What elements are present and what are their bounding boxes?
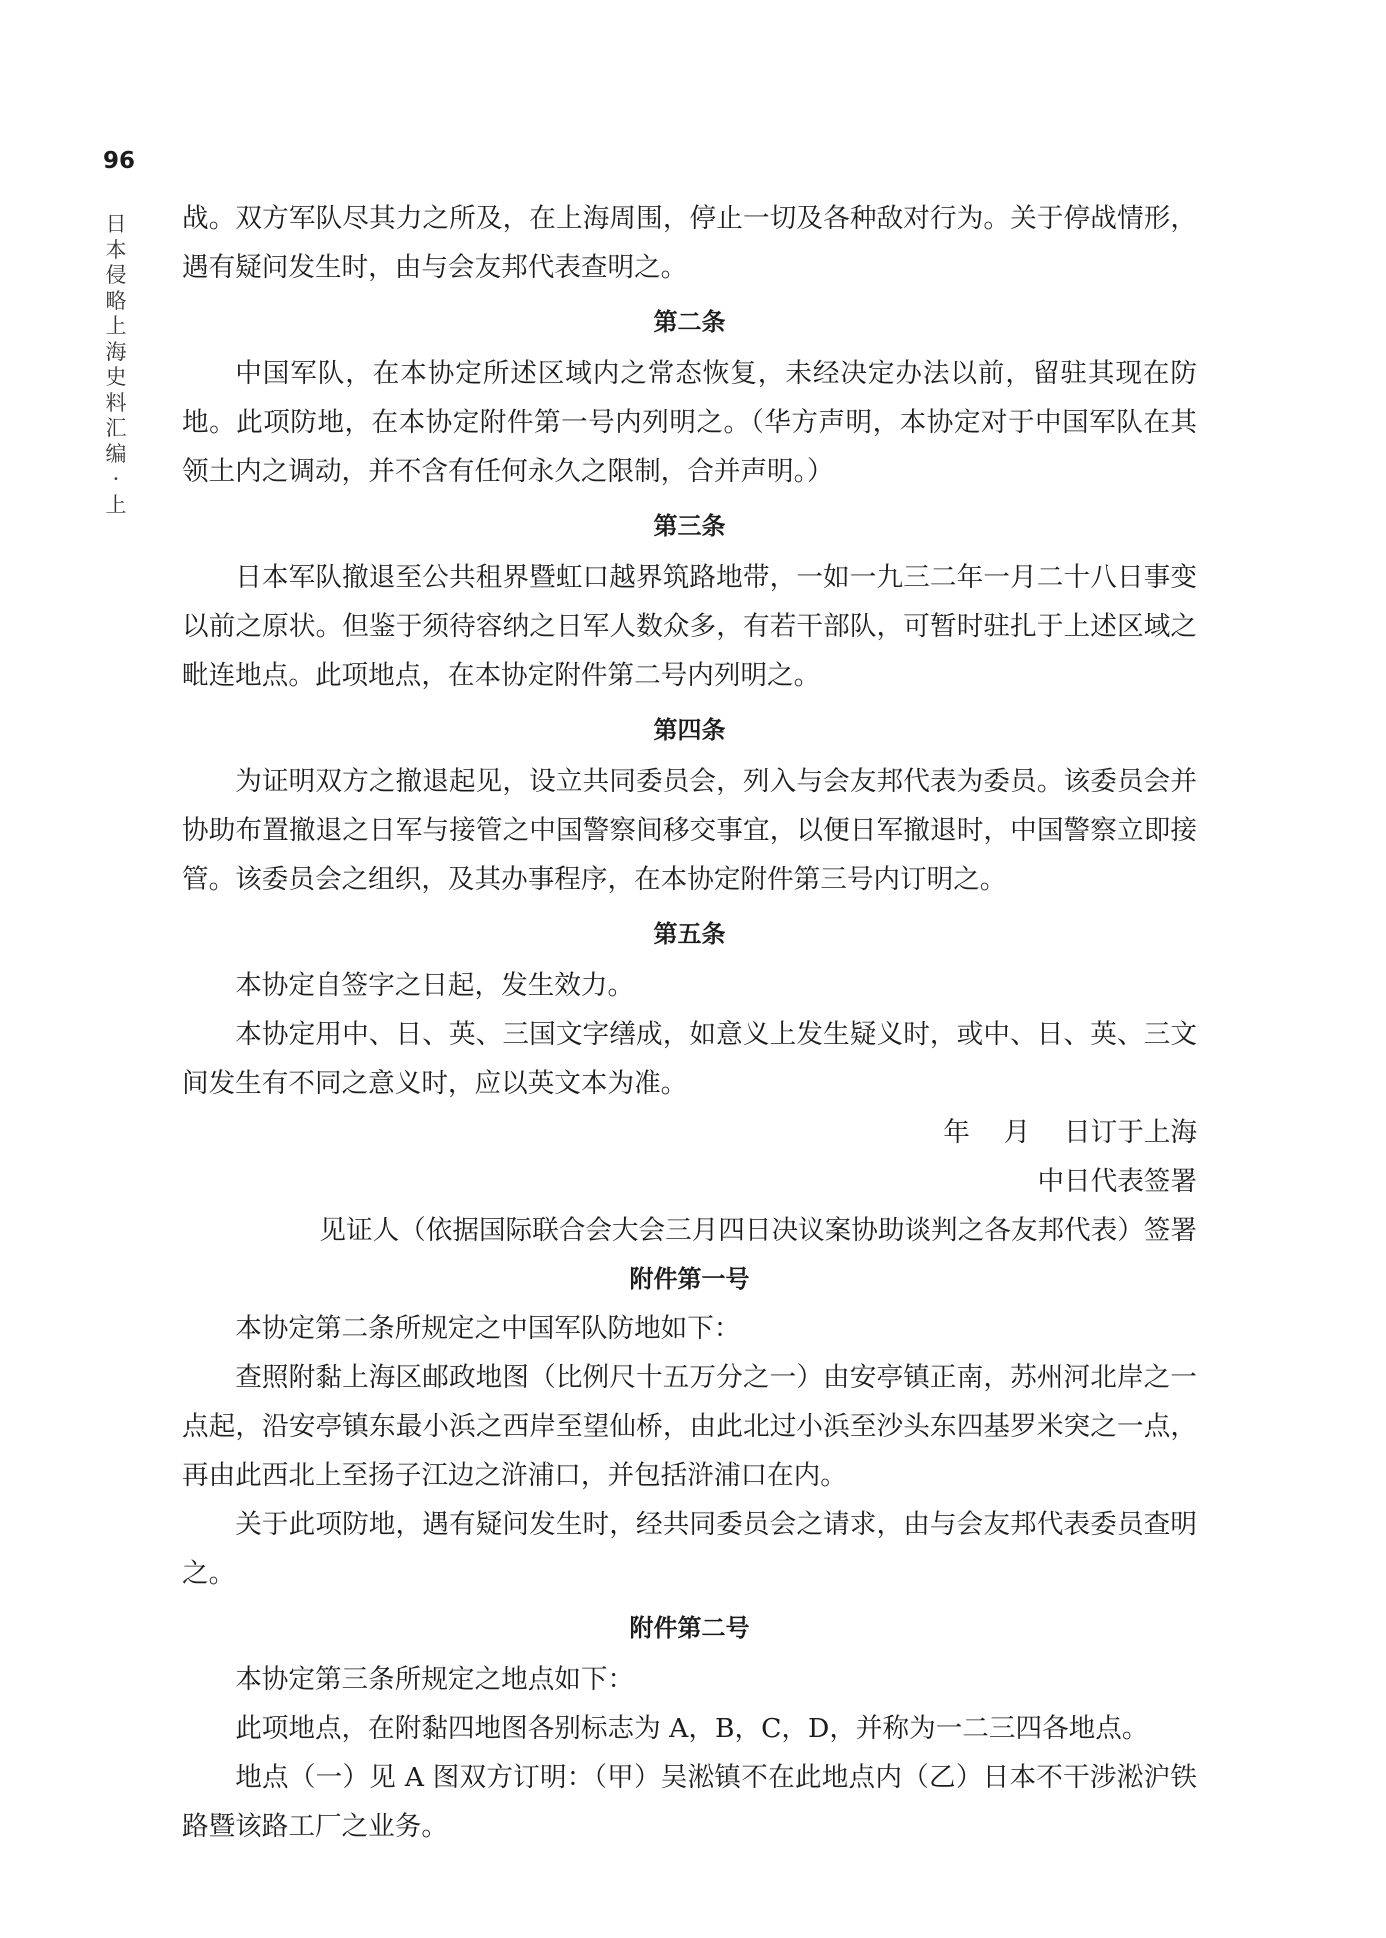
book-title-char: 上 — [105, 314, 127, 338]
annex-2-heading: 附件第二号 — [629, 1614, 750, 1642]
paragraph-annex1-disputes: 关于此项防地，遇有疑问发生时，经共同委员会之请求，由与会友邦代表委员查明之。 — [182, 1509, 1197, 1589]
book-title-char: 海 — [105, 339, 127, 364]
paragraph-annex1-boundary: 查照附黏上海区邮政地图（比例尺十五万分之一）由安亭镇正南，苏州河北岸之一点起，沿安亭镇东最小浜之西岸至望仙桥，由此北过小浜至沙头东四基罗米突之一点，再由此西北上至扬子江边之浒浦口，并包括浒浦口在内。 — [182, 1362, 1197, 1491]
paragraph-annex1-intro: 本协定第二条所规定之中国军队防地如下： — [235, 1313, 741, 1344]
signatories-line: 中日代表签署 — [1037, 1166, 1197, 1197]
page-number: 96 — [103, 148, 136, 174]
witness-line: 见证人（依据国际联合会大会三月四日决议案协助谈判之各友邦代表）签署 — [319, 1215, 1197, 1246]
paragraph-article2: 中国军队，在本协定所述区域内之常态恢复，未经决定办法以前，留驻其现在防地。此项防地，在本协定附件第一号内列明之。（华方声明，本协定对于中国军队在其领土内之调动，并不含有任何永久之限制，合并声明。） — [182, 358, 1197, 487]
annex-1-heading: 附件第一号 — [629, 1265, 750, 1293]
paragraph-article3: 日本军队撤退至公共租界暨虹口越界筑路地带，一如一九三二年一月二十八日事变以前之原状。但鉴于须待容纳之日军人数众多，有若干部队，可暂时驻扎于上述区域之毗连地点。此项地点，在本协定附件第二号内列明之。 — [182, 562, 1197, 691]
paragraph-article5-effective: 本协定自签字之日起，发生效力。 — [235, 970, 635, 1001]
paragraph-annex2-location1: 地点（一）见 A 图双方订明：（甲）吴淞镇不在此地点内（乙）日本不干涉淞沪铁路暨该路工厂之业务。 — [182, 1762, 1197, 1842]
document-body — [182, 194, 1197, 1851]
paragraph-annex2-maps: 此项地点，在附黏四地图各别标志为 A，B，C，D，并称为一二三四各地点。 — [235, 1713, 1149, 1744]
paragraph-annex2-intro: 本协定第三条所规定之地点如下： — [235, 1664, 635, 1695]
article-5-heading: 第五条 — [653, 920, 726, 948]
book-title-char: 料 — [105, 390, 127, 415]
paragraph-article4: 为证明双方之撤退起见，设立共同委员会，列入与会友邦代表为委员。该委员会并协助布置撤退之日军与接管之中国警察间移交事宜，以便日军撤退时，中国警察立即接管。该委员会之组织，及其办事程序，在本协定附件第三号内订明之。 — [182, 766, 1197, 895]
book-title-char: 侵 — [105, 263, 127, 287]
book-title-vertical — [104, 212, 128, 518]
paragraph-article1-continued: 战。双方军队尽其力之所及，在上海周围，停止一切及各种敌对行为。关于停战情形，遇有疑问发生时，由与会友邦代表查明之。 — [182, 203, 1197, 283]
article-2-heading: 第二条 — [653, 308, 726, 336]
signing-date-line: 年 月 日订于上海 — [943, 1117, 1197, 1148]
book-title-char: 编 — [105, 441, 127, 466]
book-title-char: 日 — [105, 212, 127, 236]
article-3-heading: 第三条 — [653, 512, 726, 540]
book-title-char: 史 — [105, 365, 127, 389]
book-title-char: 略 — [105, 288, 127, 313]
book-title-char: · — [112, 467, 120, 491]
paragraph-article5-language: 本协定用中、日、英、三国文字缮成，如意义上发生疑义时，或中、日、英、三文间发生有不同之意义时，应以英文本为准。 — [182, 1019, 1197, 1099]
book-title-char: 本 — [105, 237, 127, 262]
article-4-heading: 第四条 — [653, 716, 726, 744]
book-title-char: 汇 — [105, 416, 127, 440]
book-title-char: 上 — [105, 492, 127, 517]
